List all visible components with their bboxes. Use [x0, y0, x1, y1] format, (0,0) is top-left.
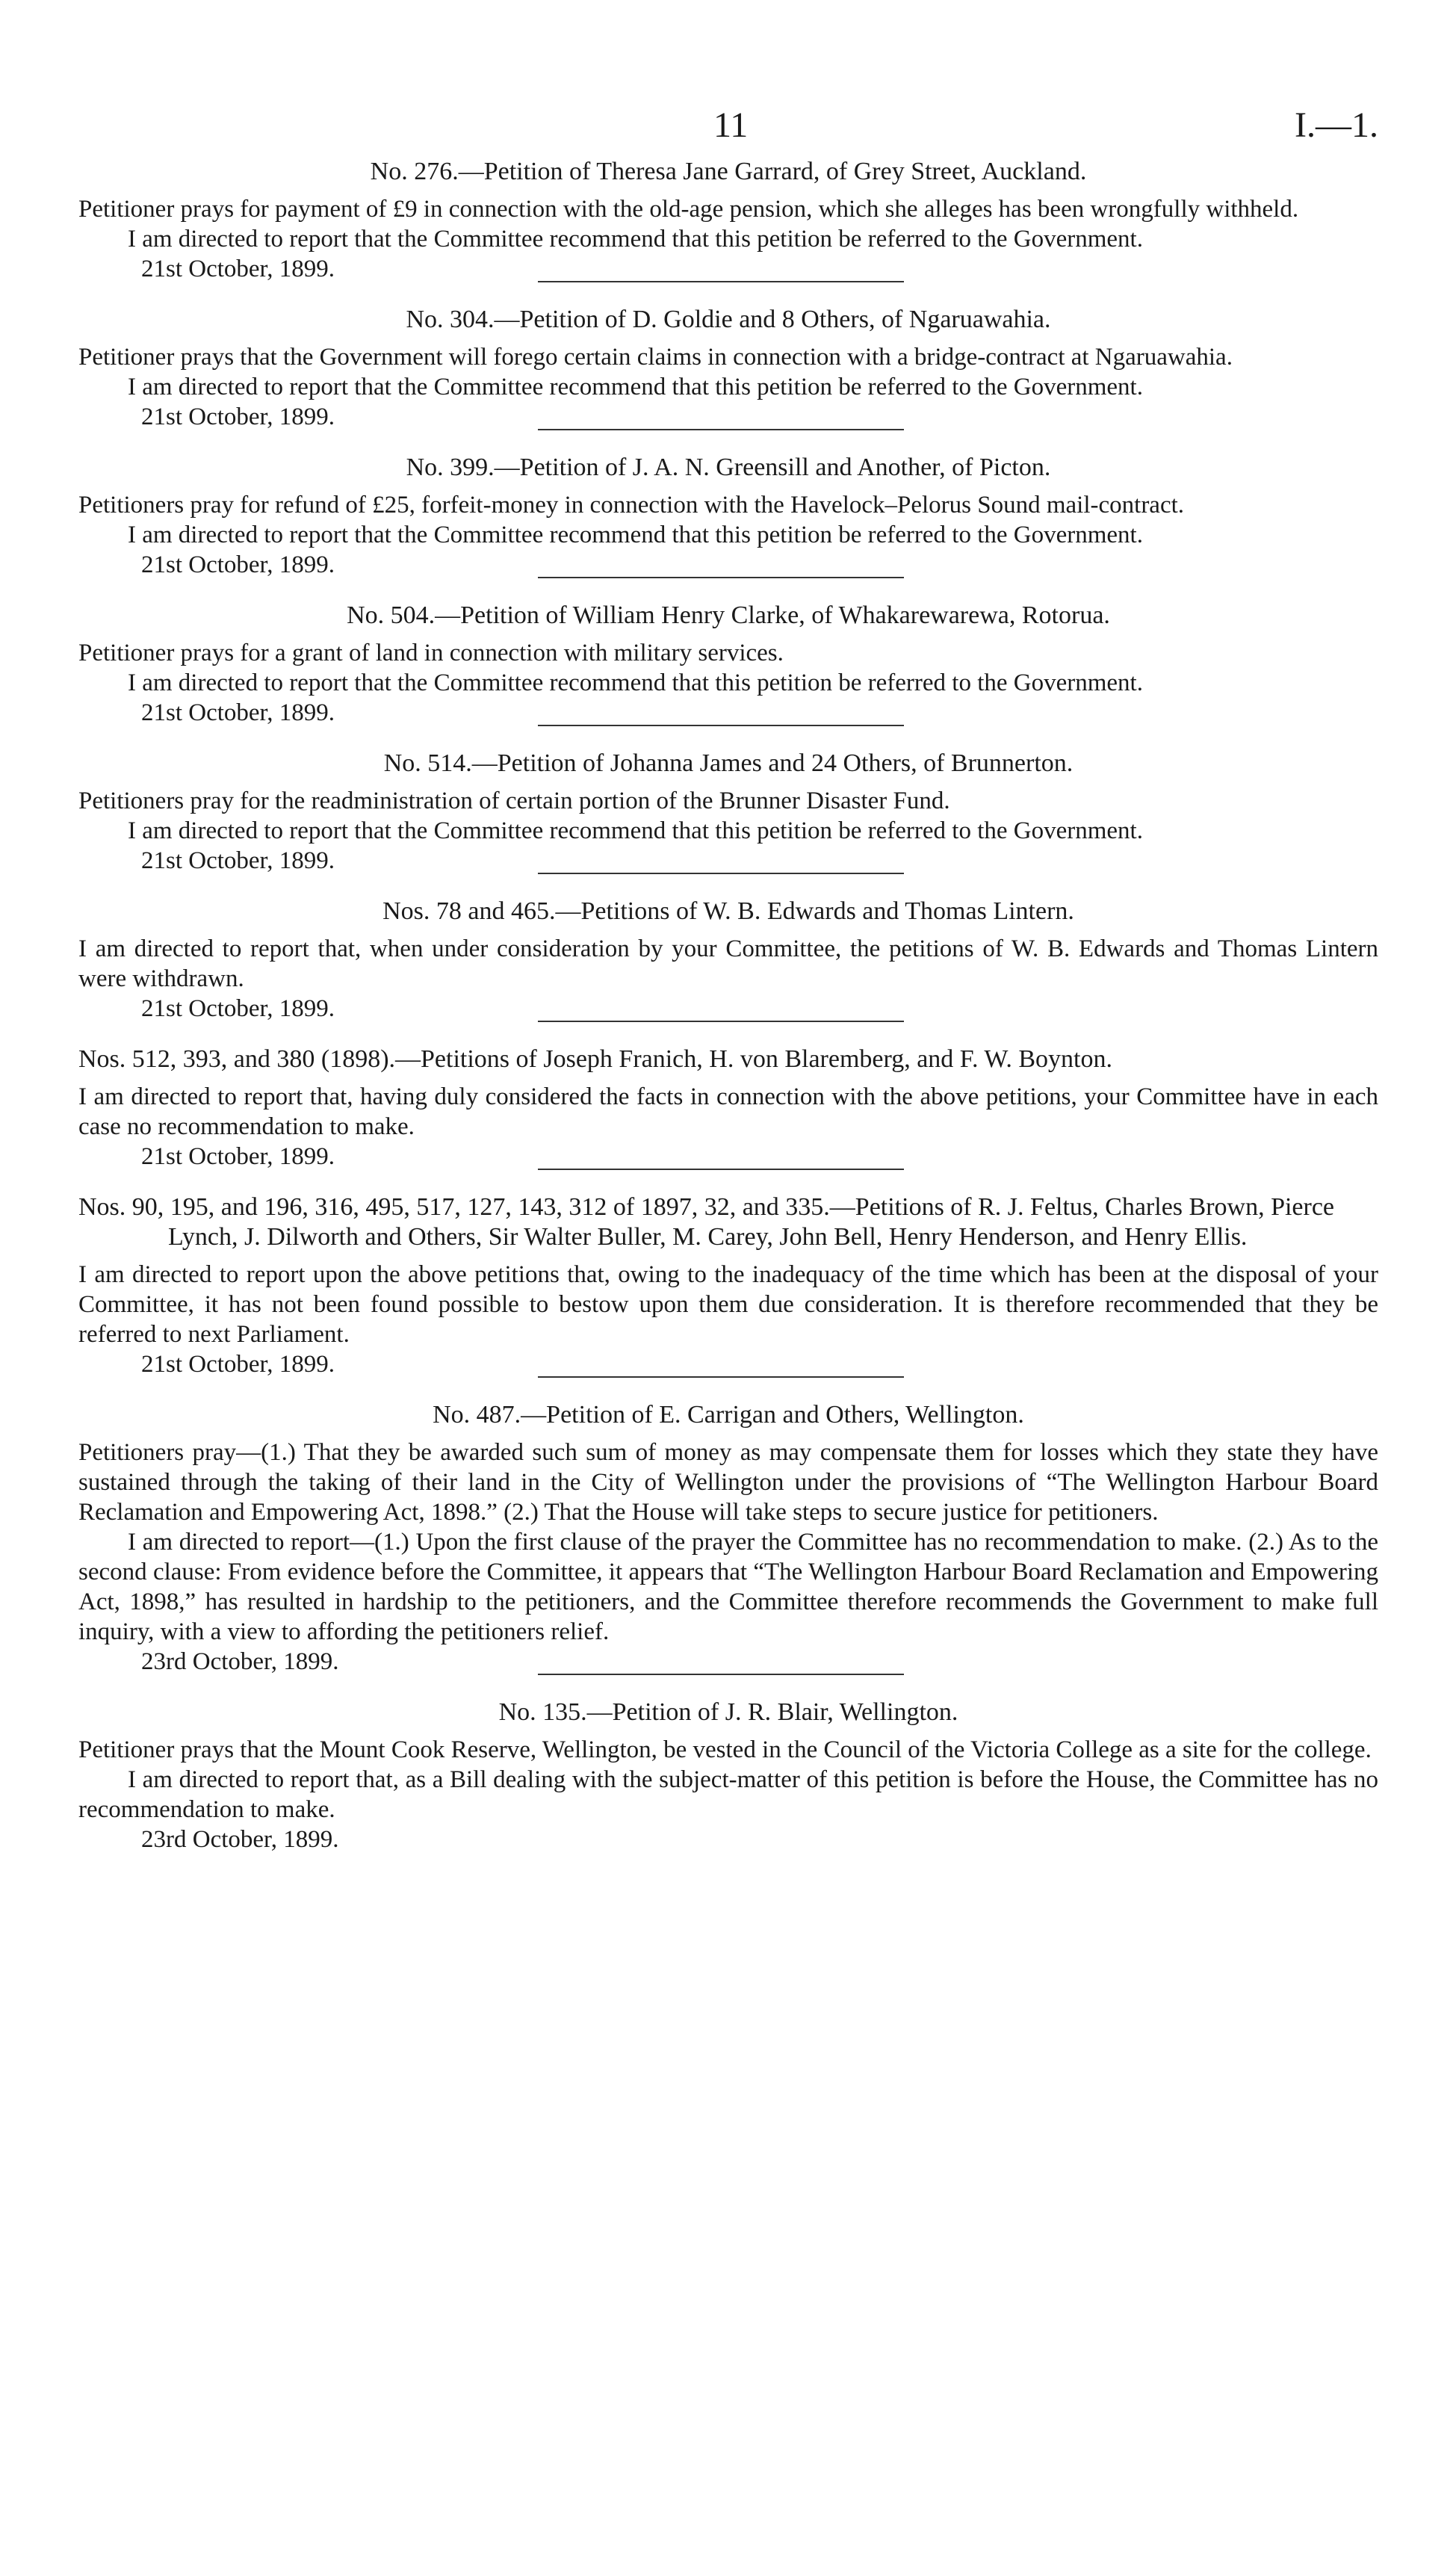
report-date: 21st October, 1899. — [141, 551, 335, 578]
report-date: 23rd October, 1899. — [141, 1826, 339, 1853]
petition-title: Nos. 512, 393, and 380 (1898).—Petitions of Joseph Franich, H. von Blaremberg, and F. W. Boynton. — [78, 1045, 1112, 1073]
petition-title: No. 304.—Petition of D. Goldie and 8 Others, of Ngaruawahia. — [406, 306, 1051, 333]
petition-section — [78, 1192, 1378, 1378]
committee-report: I am directed to report that the Committee recommend that this petition be referred to the Government. — [128, 817, 1143, 844]
petition-prayer: Petitioner prays for a grant of land in connection with military services. — [78, 640, 784, 666]
petition-section — [78, 749, 1378, 874]
petition-title: No. 399.—Petition of J. A. N. Greensill and Another, of Picton. — [406, 454, 1051, 481]
committee-report: I am directed to report that the Committee recommend that this petition be referred to the Government. — [128, 669, 1143, 696]
report-date: 21st October, 1899. — [141, 699, 335, 726]
petition-prayer: Petitioners pray—(1.) That they be awarded such sum of money as may compensate them for losses which they state they have sustained through the taking of their land in the City of Wellington under the provisions of “The Wellington Harbour Board Reclamation and Empowering Act, 1898.” (2.) That the House will take steps to secure justice for petitioners. — [78, 1439, 1378, 1526]
petition-title: No. 504.—Petition of William Henry Clarke, of Whakarewarewa, Rotorua. — [347, 601, 1110, 629]
petition-title: No. 135.—Petition of J. R. Blair, Wellington. — [498, 1698, 958, 1726]
committee-report: I am directed to report that, when under consideration by your Committee, the petitions of W. B. Edwards and Thomas Lintern were withdrawn. — [78, 935, 1378, 992]
committee-report: I am directed to report that the Committee recommend that this petition be referred to the Government. — [128, 226, 1143, 253]
petition-prayer: Petitioner prays that the Mount Cook Reserve, Wellington, be vested in the Council of the Victoria College as a site for the college. — [78, 1736, 1372, 1763]
petition-section — [78, 1400, 1378, 1675]
page-reference: I.—1. — [1295, 105, 1378, 145]
page-header — [78, 97, 1378, 157]
report-date: 21st October, 1899. — [141, 403, 335, 430]
committee-report: I am directed to report that the Committee recommend that this petition be referred to the Government. — [128, 374, 1143, 400]
petition-section — [78, 453, 1378, 578]
report-date: 21st October, 1899. — [141, 1351, 335, 1378]
petition-section — [78, 157, 1378, 282]
document-page — [78, 97, 1378, 1854]
committee-report: I am directed to report upon the above petitions that, owing to the inadequacy of the time which has been at the disposal of your Committee, it has not been found possible to bestow upon them due consideration. It is therefore recommended that they be referred to next Parliament. — [78, 1261, 1378, 1348]
committee-report: I am directed to report that, as a Bill dealing with the subject-matter of this petition is before the House, the Committee has no recommendation to make. — [78, 1766, 1378, 1823]
petition-section — [78, 1698, 1378, 1854]
petition-title: No. 487.—Petition of E. Carrigan and Others, Wellington. — [433, 1401, 1024, 1429]
committee-report: I am directed to report—(1.) Upon the first clause of the prayer the Committee has no recommendation to make. (2.) As to the second clause: From evidence before the Committee, it appears that “The Wellington Harbour Board Reclamation and Empowering Act, 1898,” has resulted in hardship to the petitioners, and the Committee therefore recommends the Government to make full inquiry, with a view to affording the petitioners relief. — [78, 1529, 1378, 1645]
petition-prayer: Petitioners pray for the readministration of certain portion of the Brunner Disaster Fund. — [78, 787, 950, 814]
report-date: 21st October, 1899. — [141, 256, 335, 282]
petition-section — [78, 601, 1378, 726]
petition-prayer: Petitioner prays that the Government will forego certain claims in connection with a bridge-contract at Ngaruawahia. — [78, 344, 1233, 371]
petition-section — [78, 897, 1378, 1022]
petition-prayer: Petitioners pray for refund of £25, forfeit-money in connection with the Havelock–Pelorus Sound mail-contract. — [78, 492, 1185, 519]
petition-title: Nos. 78 and 465.—Petitions of W. B. Edwards and Thomas Lintern. — [382, 897, 1074, 925]
committee-report: I am directed to report that, having duly considered the facts in connection with the above petitions, your Committee have in each case no recommendation to make. — [78, 1083, 1378, 1140]
report-date: 23rd October, 1899. — [141, 1648, 339, 1675]
page-number: 11 — [713, 105, 749, 145]
committee-report: I am directed to report that the Committee recommend that this petition be referred to the Government. — [128, 522, 1143, 548]
report-date: 21st October, 1899. — [141, 847, 335, 874]
petition-title: No. 514.—Petition of Johanna James and 24 Others, of Brunnerton. — [383, 749, 1074, 777]
petition-title: No. 276.—Petition of Theresa Jane Garrard, of Grey Street, Auckland. — [370, 158, 1087, 185]
report-date: 21st October, 1899. — [141, 995, 335, 1022]
petition-section — [78, 1045, 1378, 1170]
petition-title: Nos. 90, 195, and 196, 316, 495, 517, 127, 143, 312 of 1897, 32, and 335.—Petitions of R. J. Feltus, Charles Brown, Pierce Lynch, J. Dilworth and Others, Sir Walter Buller, M. Carey, John Bell, Henry Henderson, and Henry Ellis. — [78, 1193, 1335, 1251]
petition-prayer: Petitioner prays for payment of £9 in connection with the old-age pension, which she alleges has been wrongfully withheld. — [78, 196, 1299, 223]
petition-section — [78, 305, 1378, 430]
report-date: 21st October, 1899. — [141, 1143, 335, 1170]
